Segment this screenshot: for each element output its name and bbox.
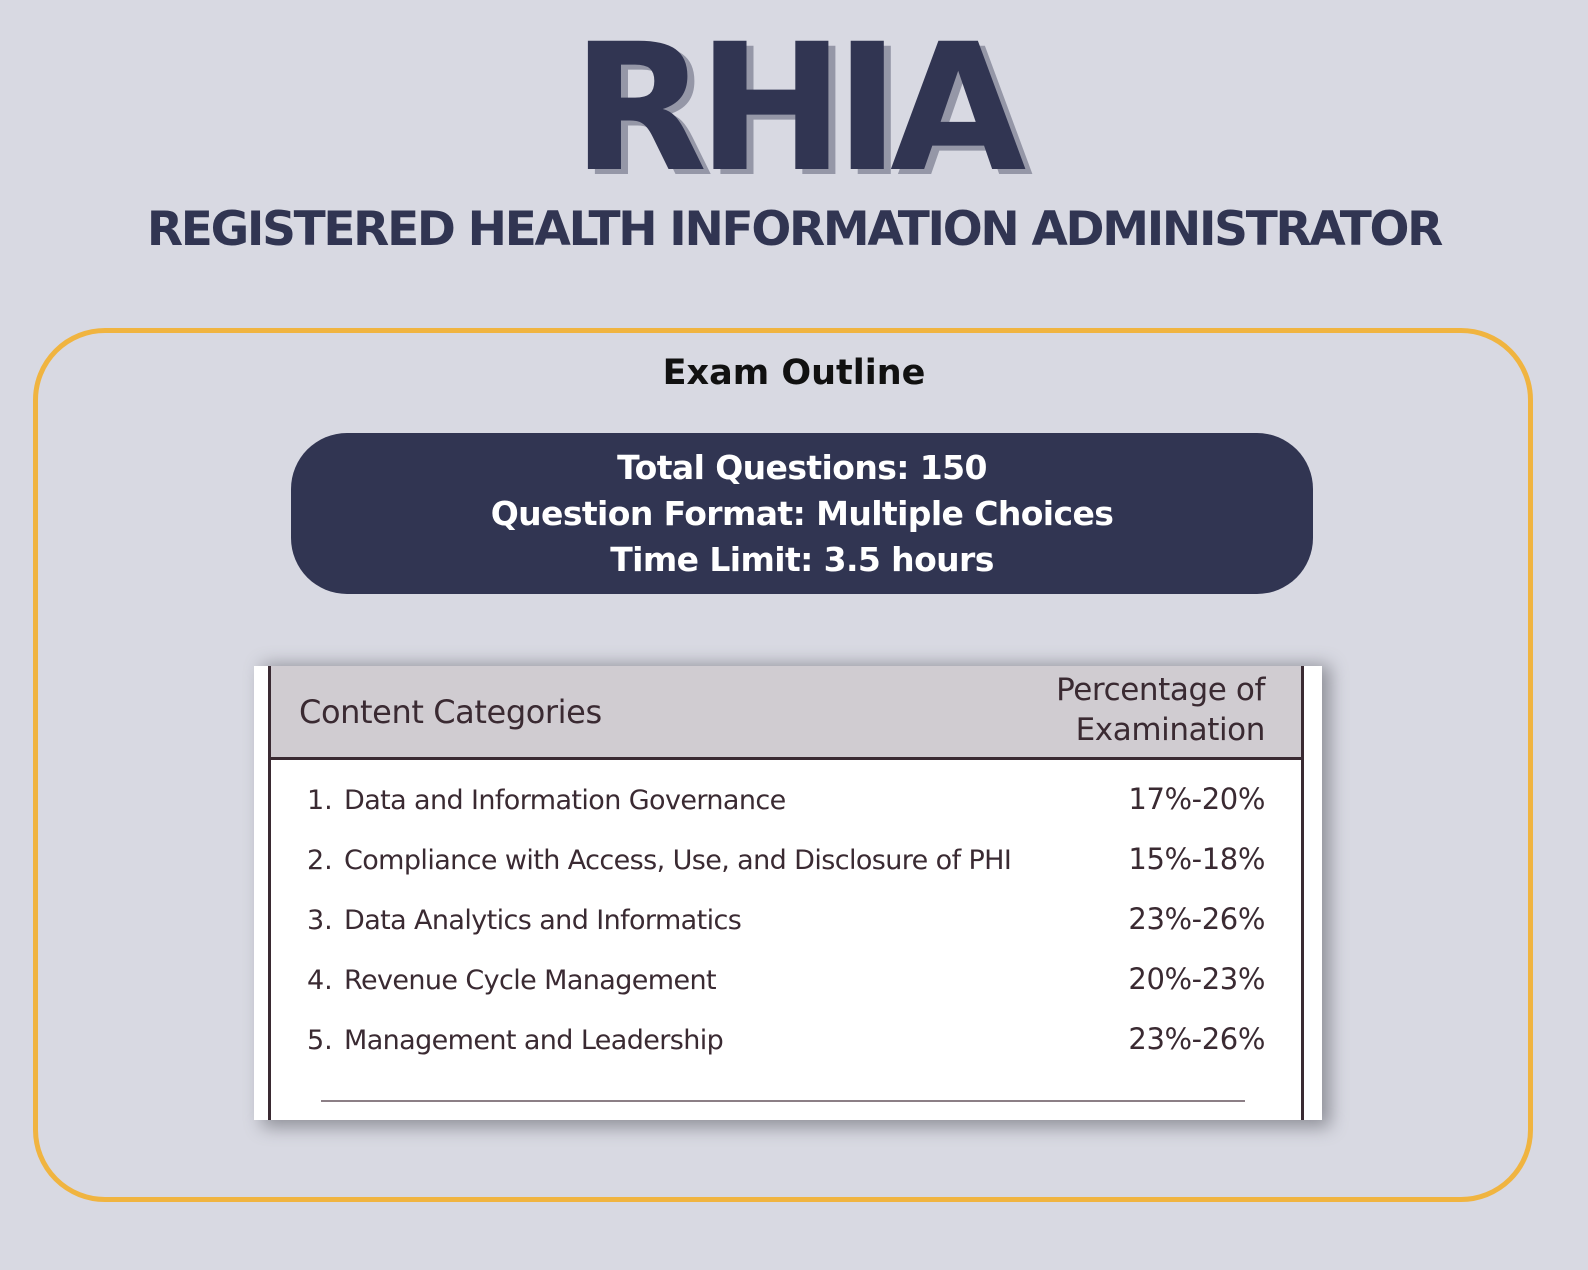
row-number: 2.: [307, 845, 333, 876]
row-percentage: 23%-26%: [1128, 1022, 1265, 1056]
row-category: Data Analytics and Informatics: [344, 905, 742, 936]
row-percentage: 23%-26%: [1128, 902, 1265, 936]
row-number: 4.: [307, 965, 333, 996]
row-percentage: 17%-20%: [1128, 782, 1265, 816]
logo-title: RHIA: [571, 6, 1017, 211]
question-format: Question Format: Multiple Choices: [490, 494, 1114, 533]
row-category: Management and Leadership: [344, 1025, 724, 1056]
table-bottom-rule: [321, 1100, 1245, 1102]
row-category: Compliance with Access, Use, and Disclosure of PHI: [344, 845, 1012, 876]
table-row: [271, 900, 1301, 960]
total-questions: Total Questions: 150: [617, 448, 987, 487]
table-row: [271, 780, 1301, 840]
table-body: [271, 780, 1301, 1080]
exam-outline-heading: Exam Outline: [662, 353, 926, 393]
row-number: 3.: [307, 905, 333, 936]
table-row: [271, 960, 1301, 1020]
content-categories-table: [254, 666, 1322, 1120]
row-percentage: 20%-23%: [1128, 962, 1265, 996]
row-percentage: 15%-18%: [1128, 842, 1265, 876]
time-limit: Time Limit: 3.5 hours: [610, 540, 994, 579]
column-header-category: Content Categories: [299, 693, 602, 731]
table-row: [271, 1020, 1301, 1080]
column-header-percentage: [1005, 670, 1265, 750]
table-row: [271, 840, 1301, 900]
row-category: Data and Information Governance: [344, 785, 786, 816]
exam-summary-panel: [291, 433, 1313, 594]
page-subtitle: REGISTERED HEALTH INFORMATION ADMINISTRATOR: [146, 202, 1442, 257]
row-number: 1.: [307, 785, 333, 816]
row-number: 5.: [307, 1025, 333, 1056]
table-header: [271, 666, 1301, 760]
table-frame: [268, 666, 1304, 1120]
column-header-percentage-line2: Examination: [1075, 712, 1265, 748]
row-category: Revenue Cycle Management: [344, 965, 716, 996]
column-header-percentage-line1: Percentage of: [1056, 672, 1265, 708]
